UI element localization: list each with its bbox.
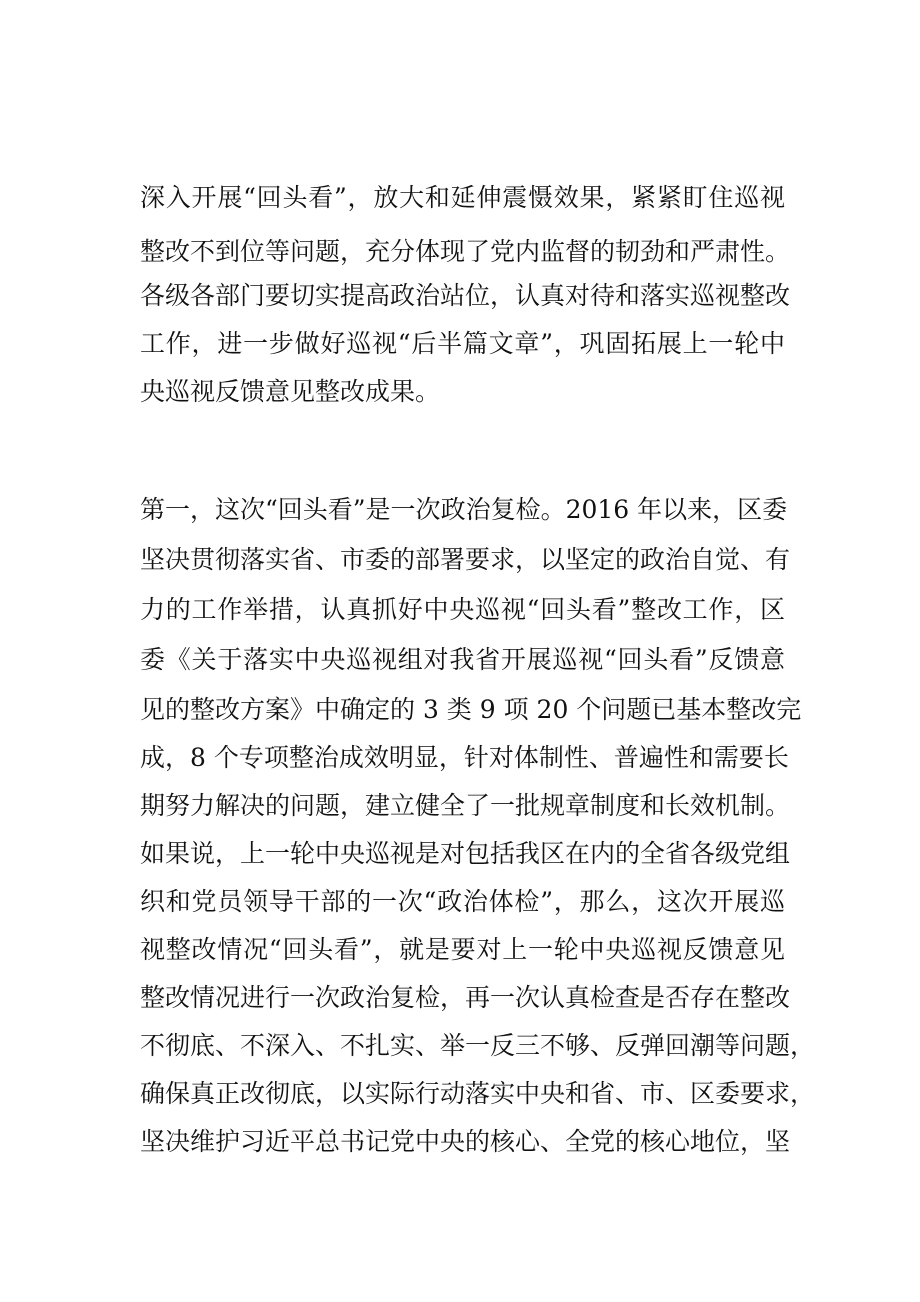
paragraph-2-line-1: 第一，这次“回头看”是一次政治复检。2016 年以来，区委 xyxy=(140,495,788,524)
paragraph-1-line-5: 央巡视反馈意见整改成果。 xyxy=(140,377,441,406)
paragraph-2-line-12: 不彻底、不深入、不扎实、举一反三不够、反弹回潮等问题， xyxy=(140,1031,816,1060)
paragraph-2-line-11: 整改情况进行一次政治复检，再一次认真检查是否存在整改 xyxy=(140,983,791,1012)
paragraph-2-line-3: 力的工作举措，认真抓好中央巡视“回头看”整改工作，区 xyxy=(140,595,785,624)
paragraph-1-line-4: 工作，进一步做好巡视“后半篇文章”，巩固拓展上一轮中 xyxy=(140,329,785,358)
paragraph-2-line-6: 成，8 个专项整治成效明显，针对体制性、普遍性和需要长 xyxy=(140,743,789,772)
paragraph-2-line-9: 织和党员领导干部的一次“政治体检”，那么，这次开展巡 xyxy=(140,887,785,916)
paragraph-1-line-3: 各级各部门要切实提高政治站位，认真对待和落实巡视整改 xyxy=(140,281,791,310)
paragraph-1-line-1: 深入开展“回头看”，放大和延伸震慑效果，紧紧盯住巡视 xyxy=(140,183,785,212)
paragraph-2-line-8: 如果说，上一轮中央巡视是对包括我区在内的全省各级党组 xyxy=(140,839,791,868)
paragraph-2-line-13: 确保真正改彻底，以实际行动落实中央和省、市、区委要求， xyxy=(140,1079,816,1108)
paragraph-2-line-5: 见的整改方案》中确定的 3 类 9 项 20 个问题已基本整改完 xyxy=(140,695,802,724)
paragraph-2-line-10: 视整改情况“回头看”，就是要对上一轮中央巡视反馈意见 xyxy=(140,935,785,964)
paragraph-2-line-14: 坚决维护习近平总书记党中央的核心、全党的核心地位，坚 xyxy=(140,1127,791,1156)
paragraph-2-line-2: 坚决贯彻落实省、市委的部署要求，以坚定的政治自觉、有 xyxy=(140,545,791,574)
paragraph-1-line-2: 整改不到位等问题，充分体现了党内监督的韧劲和严肃性。 xyxy=(140,237,791,266)
paragraph-2-line-4: 委《关于落实中央巡视组对我省开展巡视“回头看”反馈意 xyxy=(140,645,785,674)
paragraph-2-line-7: 期努力解决的问题，建立健全了一批规章制度和长效机制。 xyxy=(140,791,791,820)
